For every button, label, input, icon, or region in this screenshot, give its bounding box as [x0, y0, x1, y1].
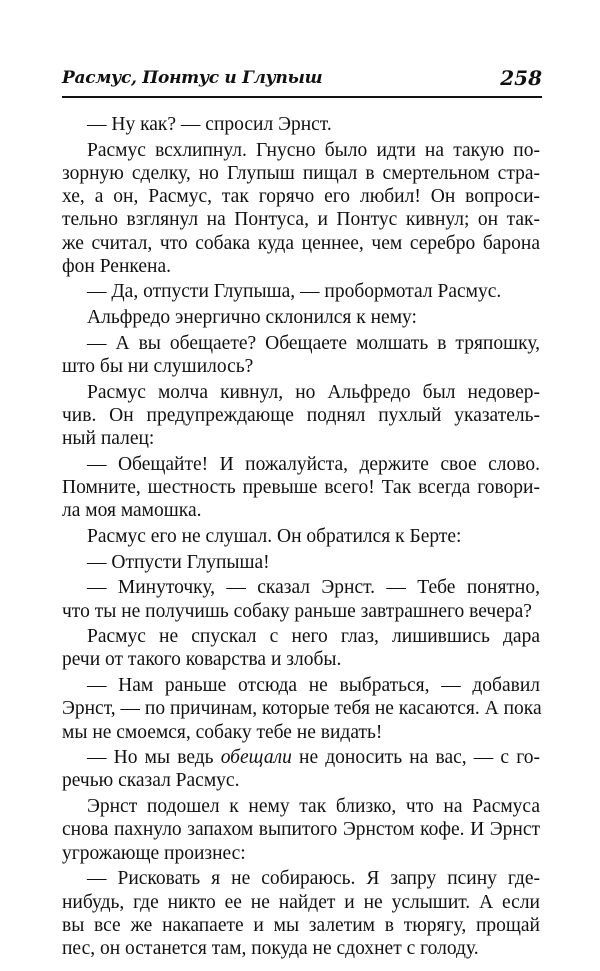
text-line: чив. Он предупреждающе поднял пухлый указатель-	[62, 404, 540, 426]
text-line: Эрнст, — по причинам, которые тебя не касаются. А пока	[62, 698, 542, 720]
text-line: что ты не получишь собаку раньше завтрашнего вечера?	[62, 600, 532, 622]
text-line: — А вы обещаете? Обещаете молшать в тряпошку,	[87, 332, 540, 354]
text-segment: — Но мы ведь	[87, 747, 221, 769]
text-line: Помните, шестность превыше всего! Так всегда говори-	[62, 477, 540, 499]
paragraph	[62, 453, 540, 523]
paragraph	[87, 280, 540, 303]
text-line: ный палец:	[62, 428, 155, 450]
emphasized-word: обещали	[220, 747, 292, 769]
page-number: 258	[500, 66, 542, 90]
text-line: речи от такого коварства и злобы.	[62, 649, 342, 671]
text-line: вы все же накапаете и мы залетим в тюрягу, прощай	[62, 914, 540, 936]
text-segment: не доносить на вас, — с го-	[291, 747, 540, 769]
text-line: — Отпусти Глупыша!	[87, 551, 270, 573]
text-line: што бы ни слушилось?	[62, 356, 254, 378]
paragraph	[62, 674, 542, 744]
text-line: Расмус молча кивнул, но Альфредо был недовер-	[87, 381, 540, 403]
text-line: тельно взглянул на Понтуса, и Понтус кивнул; он так-	[62, 209, 540, 231]
paragraph	[87, 525, 540, 548]
text-line: — Ну как? — спросил Эрнст.	[87, 114, 332, 135]
text-line: угрожающе произнес:	[62, 842, 246, 864]
text-line: — Минуточку, — сказал Эрнст. — Тебе понятно,	[87, 577, 540, 599]
running-head	[62, 64, 542, 94]
paragraph	[62, 576, 540, 622]
text-line: Эрнст подошел к нему так близко, что на Расмуса	[87, 796, 540, 818]
text-line: — Да, отпусти Глупыша, — пробормотал Расмус.	[87, 281, 502, 303]
paragraph	[62, 139, 540, 278]
text-line: Расмус не спускал с него глаз, лишившись дара	[87, 626, 540, 648]
text-line: речью сказал Расмус.	[62, 770, 240, 792]
text-line: фон Ренкена.	[62, 255, 171, 277]
text-line: — Обещайте! И пожалуйста, держите свое слово.	[87, 453, 540, 475]
text-line: мы не смоемся, собаку тебе не видать!	[62, 721, 383, 743]
header-rule	[62, 96, 542, 98]
paragraph	[62, 332, 540, 378]
text-line: — Нам раньше отсюда не выбраться, — добавил	[87, 675, 540, 697]
text-body	[62, 113, 542, 963]
text-line: нибудь, где никто ее не найдет и не услышит. А если	[62, 891, 540, 913]
paragraph	[87, 113, 540, 136]
paragraph	[62, 867, 540, 960]
paragraph	[87, 551, 540, 574]
text-line: Расмус всхлипнул. Гнусно было идти на такую по-	[87, 139, 540, 161]
paragraph	[62, 746, 540, 792]
text-line: же считал, что собака куда ценнее, чем серебро барона	[62, 232, 540, 254]
text-line	[87, 746, 540, 769]
running-title: Расмус, Понтус и Глупыш	[62, 68, 323, 88]
paragraph	[62, 795, 540, 865]
text-line: зорную сделку, но Глупыш пищал в смертельном стра-	[62, 162, 540, 184]
text-line: снова пахнуло запахом выпитого Эрнстом кофе. И Эрнст	[62, 819, 540, 841]
text-line: Альфредо энергично склонился к нему:	[87, 307, 417, 329]
paragraph	[62, 381, 540, 451]
paragraph	[87, 306, 540, 329]
text-line: Расмус его не слушал. Он обратился к Берте:	[87, 525, 462, 547]
text-line: хе, а он, Расмус, так горячо его любил! Он вопроси-	[62, 186, 540, 208]
text-line: — Рисковать я не собираюсь. Я запру псину где-	[87, 868, 540, 890]
text-line: пес, он останется там, покуда не сдохнет с голоду.	[62, 937, 479, 959]
paragraph	[62, 625, 540, 671]
text-line: ла моя мамошка.	[62, 500, 202, 522]
